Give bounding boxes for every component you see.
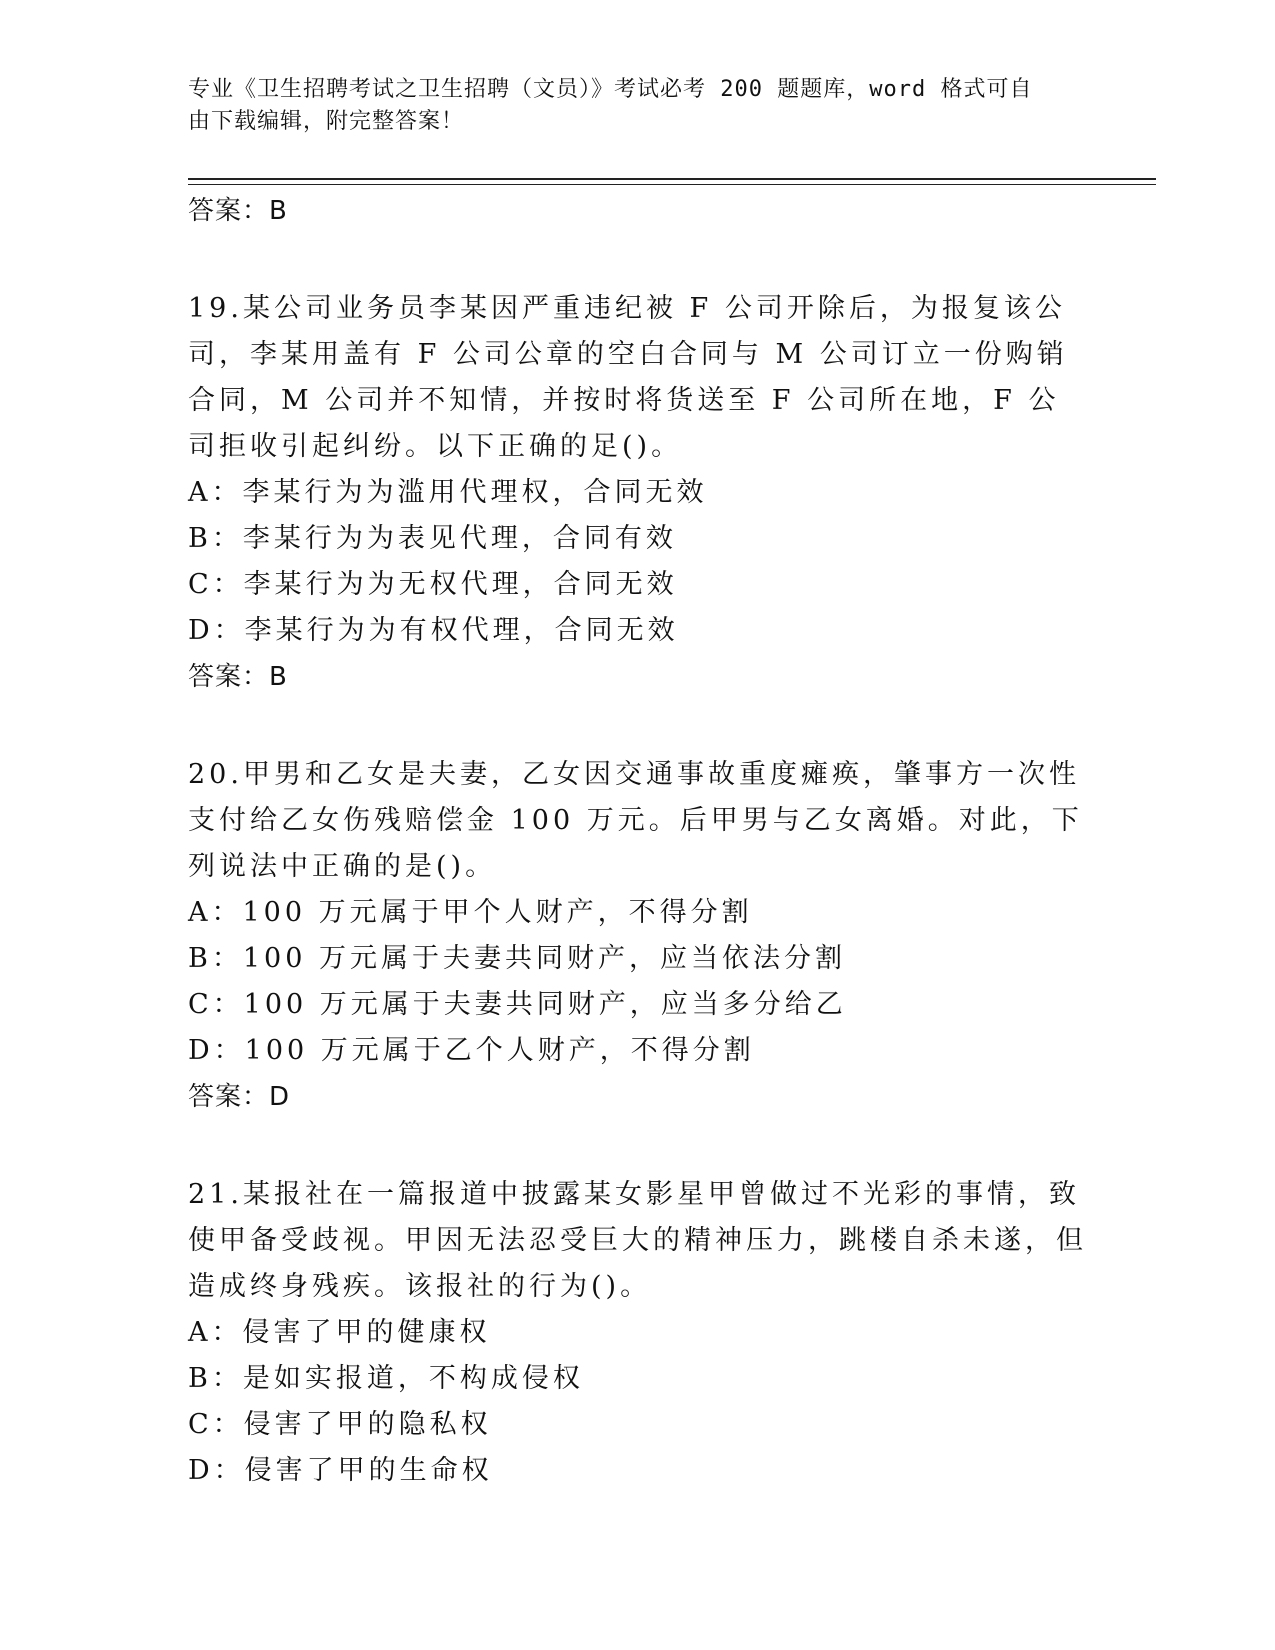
- option-b: B：100 万元属于夫妻共同财产，应当依法分割: [188, 943, 846, 974]
- option-d: D：侵害了甲的生命权: [188, 1455, 493, 1486]
- option-c: C：李某行为为无权代理，合同无效: [188, 569, 678, 600]
- answer-label: 答案：D: [188, 1082, 291, 1112]
- option-d: D：李某行为为有权代理，合同无效: [188, 615, 679, 646]
- option-a: A：侵害了甲的健康权: [188, 1317, 491, 1348]
- option-a: A：100 万元属于甲个人财产，不得分割: [188, 897, 753, 928]
- option-c: C：100 万元属于夫妻共同财产，应当多分给乙: [188, 989, 847, 1020]
- question-text: 20.甲男和乙女是夫妻，乙女因交通事故重度瘫痪，肇事方一次性支付给乙女伤残赔偿金 100 万元。后甲男与乙女离婚。对此，下列说法中正确的是()。: [188, 759, 1083, 882]
- question-19: [188, 286, 1088, 700]
- option-b: B：李某行为为表见代理，合同有效: [188, 523, 677, 554]
- document-body: [188, 188, 1088, 1494]
- question-text: 21.某报社在一篇报道中披露某女影星甲曾做过不光彩的事情，致使甲备受歧视。甲因无法忍受巨大的精神压力，跳楼自杀未遂，但造成终身残疾。该报社的行为()。: [188, 1179, 1087, 1302]
- answer-label: 答案：B: [188, 662, 288, 692]
- option-a: A：李某行为为滥用代理权，合同无效: [188, 477, 708, 508]
- answer-label: 答案：B: [188, 196, 288, 226]
- header-divider-thick: [188, 178, 1156, 180]
- question-20: [188, 752, 1088, 1120]
- header-line-1: 专业《卫生招聘考试之卫生招聘（文员）》考试必考 200 题题库，word 格式可自: [188, 77, 1033, 102]
- question-21: [188, 1172, 1088, 1494]
- document-header: [188, 74, 1088, 138]
- option-b: B：是如实报道，不构成侵权: [188, 1363, 584, 1394]
- option-d: D：100 万元属于乙个人财产，不得分割: [188, 1035, 755, 1066]
- question-text: 19.某公司业务员李某因严重违纪被 F 公司开除后，为报复该公司，李某用盖有 F 公司公章的空白合同与 M 公司订立一份购销合同，M 公司并不知情，并按时将货送至 F 公司所在地，F 公司拒收引起纠纷。以下正确的足()。: [188, 293, 1068, 462]
- header-line-2: 由下载编辑，附完整答案！: [188, 109, 465, 134]
- header-divider-thin: [188, 184, 1156, 185]
- option-c: C：侵害了甲的隐私权: [188, 1409, 492, 1440]
